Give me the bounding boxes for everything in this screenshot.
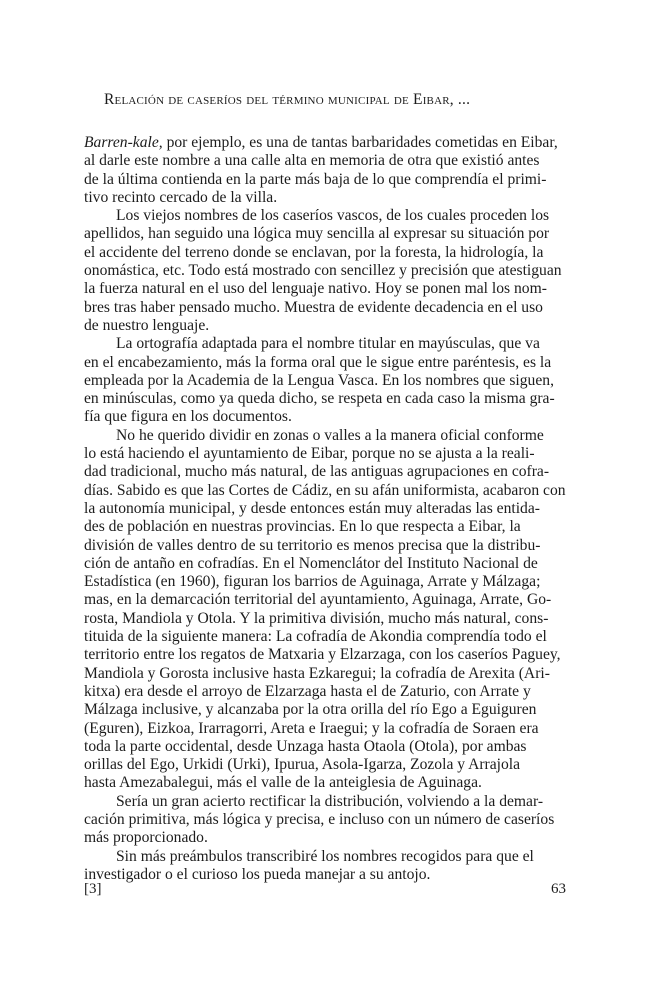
text-line — [84, 189, 566, 207]
line-text: en minúsculas, como ya queda dicho, se respeta en cada caso la misma gra- — [84, 390, 555, 408]
text-line — [84, 628, 566, 646]
section-number: [3] — [84, 881, 102, 897]
paragraph — [84, 134, 566, 207]
text-line — [84, 720, 566, 738]
line-text: territorio entre los regatos de Matxaria y Elzarzaga, con los caseríos Paguey, — [84, 646, 561, 664]
text-line — [84, 738, 566, 756]
text-line — [84, 225, 566, 243]
text-line — [84, 683, 566, 701]
text-line — [84, 207, 566, 225]
line-text: el accidente del terreno donde se enclavan, por la foresta, la hidrología, la — [84, 243, 544, 261]
text-line — [84, 482, 566, 500]
text-line — [84, 171, 566, 189]
line-text: tivo recinto cercado de la villa. — [84, 188, 278, 206]
line-text: la autonomía municipal, y desde entonces están muy alteradas las entida- — [84, 499, 540, 517]
text-line — [84, 537, 566, 555]
line-text: No he querido dividir en zonas o valles a la manera oficial conforme — [116, 426, 544, 444]
text-line — [84, 793, 566, 811]
line-text: cación primitiva, más lógica y precisa, e incluso con un número de caseríos — [84, 810, 555, 828]
text-line — [84, 262, 566, 280]
text-line — [84, 354, 566, 372]
text-line — [84, 555, 566, 573]
text-line — [84, 152, 566, 170]
line-text: por ejemplo, es una de tantas barbaridades cometidas en Eibar, — [162, 134, 558, 151]
paragraph — [84, 427, 566, 793]
text-line — [84, 134, 566, 152]
line-text: división de valles dentro de su territorio es menos precisa que la distribu- — [84, 536, 541, 554]
line-text: dad tradicional, mucho más natural, de las antiguas agrupaciones en cofra- — [84, 463, 550, 481]
paragraph — [84, 848, 566, 885]
text-line — [84, 427, 566, 445]
line-text: rosta, Mandiola y Otola. Y la primitiva división, mucho más natural, cons- — [84, 609, 549, 627]
line-text: Sin más preámbulos transcribiré los nombres recogidos para que el — [116, 847, 534, 865]
italic-term: Barren-kale, — [84, 134, 163, 151]
line-text: bres tras haber pensado mucho. Muestra de evidente decadencia en el uso — [84, 298, 543, 316]
line-text: kitxa) era desde el arroyo de Elzarzaga hasta el de Zaturio, con Arrate y — [84, 682, 531, 700]
text-line — [84, 829, 566, 847]
line-text: Málzaga inclusive, y alcanzaba por la otra orilla del río Ego a Eguiguren — [84, 701, 537, 719]
text-line — [84, 573, 566, 591]
line-text: Los viejos nombres de los caseríos vascos, de los cuales proceden los — [116, 207, 550, 225]
text-line — [84, 335, 566, 353]
line-text: La ortografía adaptada para el nombre titular en mayúsculas, que va — [116, 335, 540, 353]
text-line — [84, 244, 566, 262]
line-text: orillas del Ego, Urkidi (Urki), Ipurua, Asola-Igarza, Zozola y Arrajola — [84, 756, 521, 774]
paragraph — [84, 793, 566, 848]
line-text: Sería un gran acierto rectificar la distribución, volviendo a la demar- — [116, 792, 544, 810]
text-line — [84, 610, 566, 628]
text-line — [84, 646, 566, 664]
running-header — [104, 91, 564, 109]
page-number: 63 — [551, 881, 566, 897]
line-text: des de población en nuestras provincias. En lo que respecta a Eibar, la — [84, 518, 521, 536]
paragraph — [84, 335, 566, 426]
text-line — [84, 372, 566, 390]
line-text: ción de antaño en cofradías. En el Nomenclátor del Instituto Nacional de — [84, 554, 538, 572]
text-line — [84, 280, 566, 298]
text-line — [84, 665, 566, 683]
text-line — [84, 500, 566, 518]
text-line — [84, 811, 566, 829]
text-line — [84, 463, 566, 481]
line-text: de la última contienda en la parte más baja de lo que comprendía el primi- — [84, 170, 547, 188]
text-line — [84, 848, 566, 866]
body-text — [84, 134, 566, 884]
line-text: en el encabezamiento, más la forma oral que le sigue entre paréntesis, es la — [84, 353, 552, 371]
text-line — [84, 701, 566, 719]
line-text: mas, en la demarcación territorial del ayuntamiento, Aguinaga, Arrate, Go- — [84, 591, 552, 609]
line-text: tituida de la siguiente manera: La cofradía de Akondia comprendía todo el — [84, 628, 547, 646]
text-line — [84, 774, 566, 792]
line-text: la fuerza natural en el uso del lenguaje nativo. Hoy se ponen mal los nom- — [84, 280, 547, 298]
line-text: toda la parte occidental, desde Unzaga hasta Otaola (Otola), por ambas — [84, 737, 527, 755]
text-line — [84, 299, 566, 317]
page-footer — [84, 881, 566, 898]
line-text: más proporcionado. — [84, 829, 208, 847]
line-text: fía que figura en los documentos. — [84, 408, 292, 426]
text-line — [84, 317, 566, 335]
line-text: hasta Amezabalegui, más el valle de la anteiglesia de Aguinaga. — [84, 774, 482, 792]
line-text: al darle este nombre a una calle alta en memoria de otra que existió antes — [84, 152, 540, 170]
text-line — [84, 591, 566, 609]
text-line — [84, 445, 566, 463]
running-title: Relación de caseríos del término municipal de Eibar, ... — [104, 91, 471, 108]
line-text: de nuestro lenguaje. — [84, 316, 210, 334]
line-text: onomástica, etc. Todo está mostrado con sencillez y precisión que atestiguan — [84, 262, 562, 280]
text-line — [84, 408, 566, 426]
text-line — [84, 518, 566, 536]
line-text: apellidos, han seguido una lógica muy sencilla al expresar su situación por — [84, 225, 550, 243]
line-text: Mandiola y Gorosta inclusive hasta Ezkaregui; la cofradía de Arexita (Ari- — [84, 664, 550, 682]
line-text: días. Sabido es que las Cortes de Cádiz, en su afán uniformista, acabaron con — [84, 481, 566, 499]
paragraph — [84, 207, 566, 335]
line-text: empleada por la Academia de la Lengua Vasca. En los nombres que siguen, — [84, 371, 554, 389]
text-line — [84, 390, 566, 408]
text-line — [84, 756, 566, 774]
line-text: investigador o el curioso los pueda manejar a su antojo. — [84, 865, 431, 883]
line-text: (Eguren), Eizkoa, Irarragorri, Areta e Iraegui; y la cofradía de Soraen era — [84, 719, 539, 737]
line-text: lo está haciendo el ayuntamiento de Eibar, porque no se ajusta a la reali- — [84, 445, 535, 463]
line-text: Estadística (en 1960), figuran los barrios de Aguinaga, Arrate y Málzaga; — [84, 573, 541, 591]
